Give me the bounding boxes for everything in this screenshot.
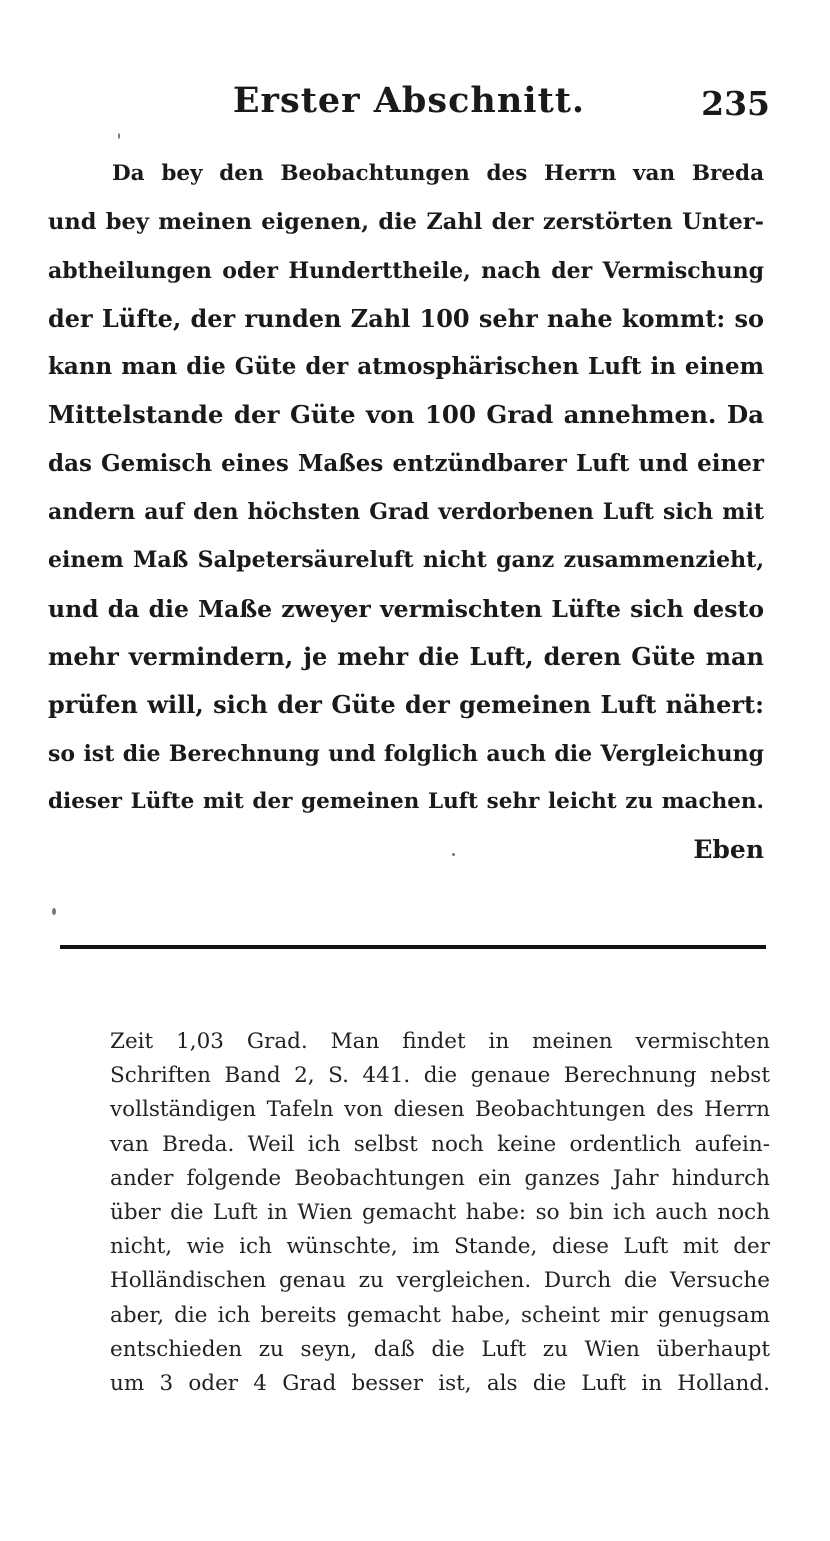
footnote-block (110, 1025, 770, 1401)
text-line: Da bey den Beobachtungen des Herrn van Breda (112, 161, 764, 186)
footnote-line: entschieden zu seyn, daß die Luft zu Wien überhaupt (110, 1336, 770, 1362)
footnote-line: aber, die ich bereits gemacht habe, scheint mir genugsam (110, 1302, 770, 1328)
text-line: abtheilungen oder Hunderttheile, nach der Vermischung (48, 257, 764, 284)
page-number: 235 (701, 84, 770, 123)
text-line: und bey meinen eigenen, die Zahl der zerstörten Unter- (48, 209, 764, 236)
footnote-line: Zeit 1,03 Grad. Man findet in meinen vermischten (110, 1029, 770, 1054)
text-line: Mittelstande der Güte von 100 Grad annehmen. Da (48, 400, 764, 430)
print-speck (452, 853, 455, 856)
text-line: kann man die Güte der atmosphärischen Luft in einem (48, 353, 764, 381)
footnote-divider (60, 945, 766, 949)
footnote-line: ander folgende Beobachtungen ein ganzes Jahr hindurch (110, 1165, 770, 1191)
text-line: dieser Lüfte mit der gemeinen Luft sehr leicht zu machen. (48, 788, 764, 814)
footnote-line: nicht, wie ich wünschte, im Stande, diese Luft mit der (110, 1234, 770, 1260)
footnote-line: Holländischen genau zu vergleichen. Durch die Versuche (110, 1268, 770, 1294)
text-line: andern auf den höchsten Grad verdorbenen Luft sich mit (48, 499, 764, 526)
page-header (48, 80, 770, 136)
footnote-line: über die Luft in Wien gemacht habe: so bin ich auch noch (110, 1199, 770, 1225)
text-line: der Lüfte, der runden Zahl 100 sehr nahe kommt: so (48, 303, 764, 333)
text-line: und da die Maße zweyer vermischten Lüfte sich desto (48, 594, 764, 623)
catchword: Eben (693, 835, 764, 865)
footnote-line: um 3 oder 4 Grad besser ist, als die Luft in Holland. (110, 1370, 770, 1396)
text-line: mehr vermindern, je mehr die Luft, deren Güte man (48, 641, 764, 671)
print-speck (118, 133, 120, 139)
print-speck (52, 908, 56, 915)
footnote-line: van Breda. Weil ich selbst noch keine ordentlich aufein- (110, 1131, 770, 1157)
footnote-line: Schriften Band 2, S. 441. die genaue Berechnung nebst (110, 1063, 770, 1089)
footnote-line: vollständigen Tafeln von diesen Beobachtungen des Herrn (110, 1097, 770, 1123)
text-line: prüfen will, sich der Güte der gemeinen Luft nähert: (48, 690, 764, 720)
text-line: einem Maß Salpetersäureluft nicht ganz zusammenzieht, (48, 547, 764, 574)
running-head: Erster Abschnitt. (232, 80, 586, 121)
main-text-block (48, 150, 764, 874)
text-line: das Gemisch eines Maßes entzündbarer Luft und einer (48, 449, 764, 477)
text-line: so ist die Berechnung und folglich auch die Vergleichung (48, 740, 764, 767)
